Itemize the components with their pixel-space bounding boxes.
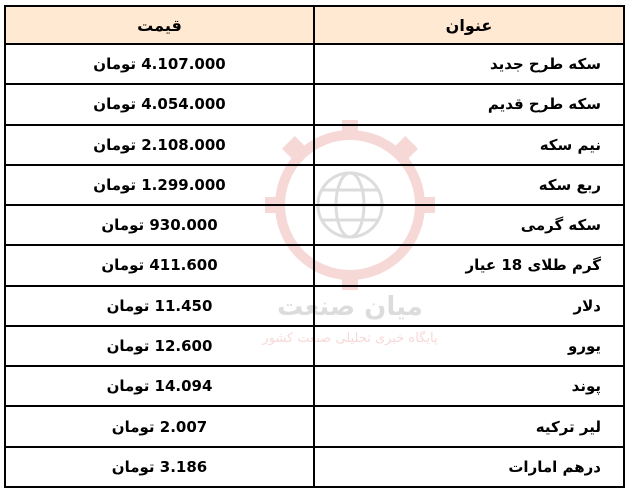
table-body [5,44,624,487]
table-row [5,286,624,326]
title-cell: گرم طلای 18 عیار [314,245,624,285]
price-cell: 930.000 تومان [5,205,314,245]
table-row [5,406,624,446]
title-cell: سکه طرح قدیم [314,84,624,124]
price-cell: 2.108.000 تومان [5,125,314,165]
table-row [5,326,624,366]
price-cell: 14.094 تومان [5,366,314,406]
table-row [5,125,624,165]
table-row [5,366,624,406]
title-cell: یورو [314,326,624,366]
price-cell: 1.299.000 تومان [5,165,314,205]
price-cell: 12.600 تومان [5,326,314,366]
price-cell: 4.107.000 تومان [5,44,314,84]
title-cell: سکه طرح جدید [314,44,624,84]
table-row [5,245,624,285]
price-cell: 11.450 تومان [5,286,314,326]
table-row [5,447,624,487]
price-cell: 411.600 تومان [5,245,314,285]
price-cell: 3.186 تومان [5,447,314,487]
title-cell: لیر ترکیه [314,406,624,446]
price-cell: 2.007 تومان [5,406,314,446]
table-row [5,205,624,245]
price-table [4,5,625,488]
watermark-tagline: پایگاه خبری تحلیلی صنعت کشور [262,331,438,346]
title-cell: درهم امارات [314,447,624,487]
title-cell: ربع سکه [314,165,624,205]
header-title: عنوان [314,6,624,44]
table-row [5,84,624,124]
title-cell: دلار [314,286,624,326]
title-cell: نیم سکه [314,125,624,165]
price-cell: 4.054.000 تومان [5,84,314,124]
title-cell: سکه گرمی [314,205,624,245]
table-header-row [5,6,624,44]
table-row [5,165,624,205]
table-row [5,44,624,84]
title-cell: پوند [314,366,624,406]
watermark-brand: میان صنعت [277,292,423,322]
header-price: قیمت [5,6,314,44]
